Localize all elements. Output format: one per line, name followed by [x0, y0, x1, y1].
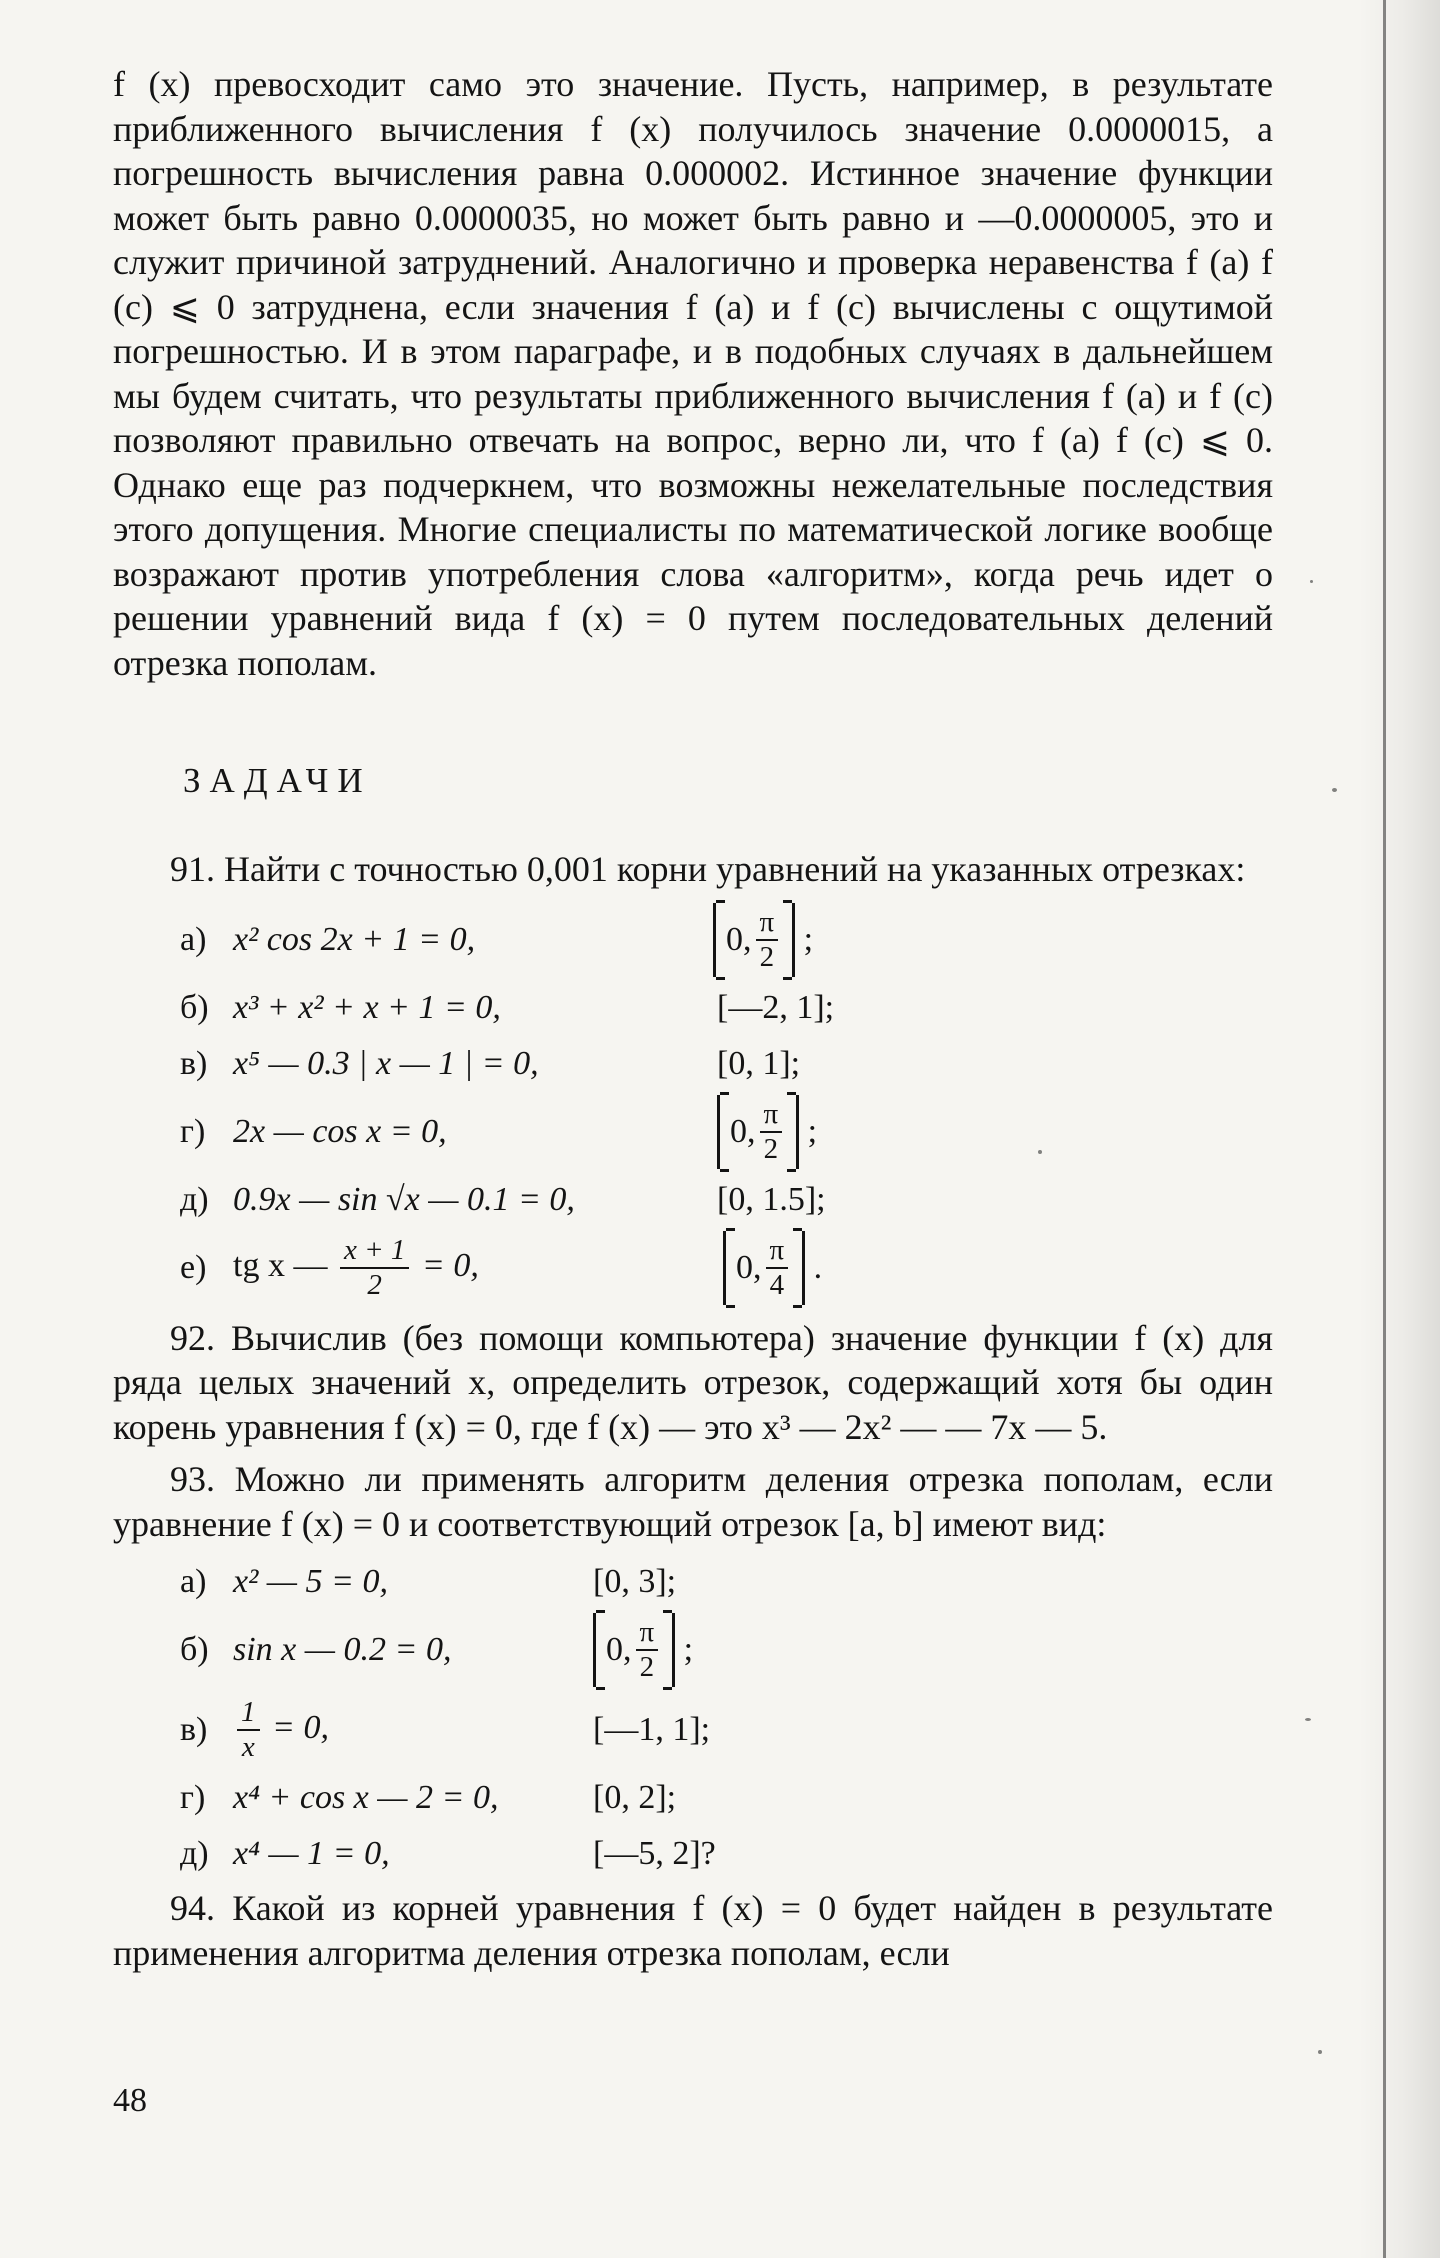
item-label: а): [180, 1563, 207, 1600]
item-equation: tg x — $\frac{x + 1}{2}$ = 0,: [233, 1233, 479, 1301]
problem-91-list: [113, 900, 1273, 1308]
item-label: б): [180, 988, 209, 1026]
item-interval: [0, 1.5];: [717, 1180, 826, 1218]
item-label: а): [180, 920, 207, 958]
fraction: $\frac{\pi}{2}$: [760, 1100, 783, 1164]
item-equation: x⁵ — 0.3 | x — 1 | = 0,: [233, 1044, 539, 1082]
item-interval: [0, 2];: [593, 1779, 677, 1816]
interval-bracket: 0, $\frac{\pi}{4}$: [723, 1231, 805, 1305]
scan-speck: [1038, 1150, 1042, 1154]
item-interval: 0, $\frac{\pi}{2}$ ;: [717, 1095, 817, 1169]
list-item: [113, 1554, 1273, 1610]
item-interval: [—2, 1];: [717, 988, 835, 1026]
item-equation: x³ + x² + x + 1 = 0,: [233, 988, 501, 1026]
item-interval: [0, 1];: [717, 1044, 801, 1082]
interval-bracket: 0, $\frac{\pi}{2}$: [717, 1095, 799, 1169]
fraction: $\frac{x + 1}{2}$: [340, 1236, 409, 1300]
item-interval: [—5, 2]?: [593, 1835, 716, 1872]
item-label: в): [180, 1044, 208, 1082]
problem-93-text: 93. Можно ли применять алгоритм деления отрезка пополам, если уравнение f (x) = 0 и соответствующий отрезок [a, b] имеют вид:: [113, 1459, 1273, 1544]
page-edge-shadow: [1358, 0, 1440, 2258]
fraction: $\frac{1}{x}$: [237, 1698, 260, 1762]
item-equation: 2x — cos x = 0,: [233, 1112, 447, 1150]
item-label: в): [180, 1711, 208, 1748]
item-interval: 0, $\frac{\pi}{2}$ ;: [713, 903, 813, 977]
item-equation: x⁴ + cos x — 2 = 0,: [233, 1779, 499, 1816]
scan-speck: [1332, 788, 1337, 792]
list-item: [113, 1172, 1273, 1228]
scan-speck: [1305, 1718, 1311, 1721]
problem-94-text: 94. Какой из корней уравнения f (x) = 0 будет найден в результате применения алгоритма деления отрезка пополам, если: [113, 1888, 1273, 1973]
item-label: д): [180, 1835, 209, 1872]
item-interval: [0, 3];: [593, 1563, 677, 1600]
page-content: [113, 62, 1273, 1975]
item-equation: sin x — 0.2 = 0,: [233, 1631, 452, 1668]
item-label: д): [180, 1180, 209, 1218]
fraction: $\frac{\pi}{4}$: [766, 1236, 789, 1300]
item-equation: 0.9x — sin √x — 0.1 = 0,: [233, 1180, 575, 1218]
scan-speck: [1318, 2050, 1322, 2054]
interval-bracket: 0, $\frac{\pi}{2}$: [593, 1613, 675, 1687]
item-equation: x² cos 2x + 1 = 0,: [233, 920, 476, 958]
item-equation: x⁴ — 1 = 0,: [233, 1835, 390, 1872]
list-item: [113, 1690, 1273, 1770]
fraction: $\frac{\pi}{2}$: [756, 908, 779, 972]
list-item: [113, 980, 1273, 1036]
list-item: [113, 1228, 1273, 1308]
list-item: [113, 1036, 1273, 1092]
problem-93-list: [113, 1554, 1273, 1882]
item-label: б): [180, 1631, 209, 1668]
item-label: г): [180, 1779, 206, 1816]
item-interval: 0, $\frac{\pi}{2}$ ;: [593, 1613, 693, 1687]
list-item: [113, 900, 1273, 980]
scan-speck: [1310, 580, 1313, 583]
item-label: е): [180, 1248, 207, 1286]
section-heading: ЗАДАЧИ: [183, 761, 372, 800]
interval-bracket: 0, $\frac{\pi}{2}$: [713, 903, 795, 977]
list-item: [113, 1610, 1273, 1690]
list-item: [113, 1826, 1273, 1882]
item-label: г): [180, 1112, 206, 1150]
item-equation: $\frac{1}{x}$ = 0,: [233, 1698, 329, 1762]
problem-92-text: 92. Вычислив (без помощи компьютера) значение функции f (x) для ряда целых значений x, определить отрезок, содержащий хотя бы один корень уравнения f (x) = 0, где f (x) — это x³ — 2x² — — 7x — 5.: [113, 1317, 1273, 1447]
page-number: 48: [113, 2082, 147, 2119]
intro-paragraph: f (x) превосходит само это значение. Пусть, например, в результате приближенного вычисления f (x) получилось значение 0.0000015, а погрешность вычисления равна 0.000002. Истинное значение функции может быть равно 0.0000035, но может быть равно и —0.0000005, это и служит причиной затруднений. Аналогично и проверка неравенства f (a) f (c) ⩽ 0 затруднена, если значения f (a) и f (c) вычислены с ощутимой погрешностью. И в этом параграфе, и в подобных случаях в дальнейшем мы будем считать, что результаты приближенного вычисления f (a) и f (c) позволяют правильно отвечать на вопрос, верно ли, что f (a) f (c) ⩽ 0. Однако еще раз подчеркнем, что возможны нежелательные последствия этого допущения. Многие специалисты по математической логике вообще возражают против употребления слова «алгоритм», когда речь идет о решении уравнений вида f (x) = 0 путем последовательных делений отрезка пополам.: [113, 64, 1273, 683]
problem-91-text: 91. Найти с точностью 0,001 корни уравнений на указанных отрезках:: [170, 849, 1246, 889]
item-equation: x² — 5 = 0,: [233, 1563, 388, 1600]
fraction: $\frac{\pi}{2}$: [636, 1618, 659, 1682]
item-interval: 0, $\frac{\pi}{4}$ .: [723, 1231, 822, 1305]
item-interval: [—1, 1];: [593, 1711, 711, 1748]
list-item: [113, 1092, 1273, 1172]
page-edge-line: [1383, 0, 1386, 2258]
list-item: [113, 1770, 1273, 1826]
